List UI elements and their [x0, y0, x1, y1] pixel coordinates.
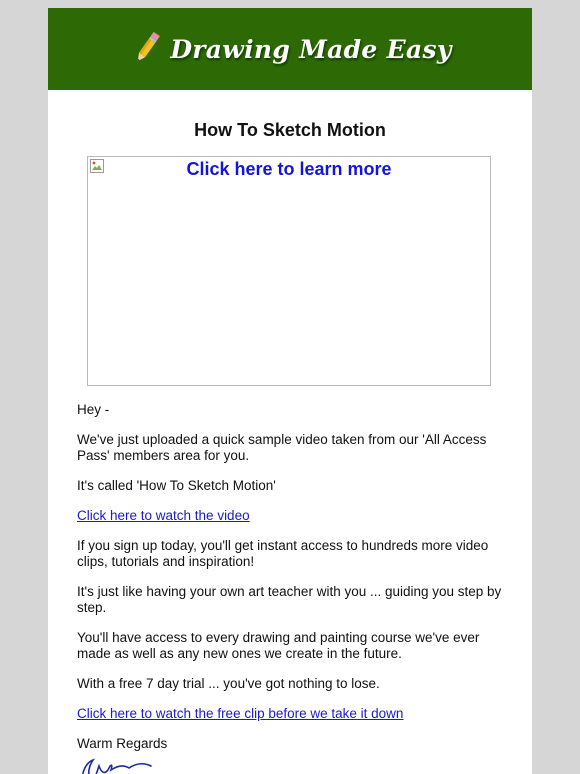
- email-body: [77, 402, 507, 766]
- paragraph-trial: With a free 7 day trial ... you've got nothing to lose.: [77, 676, 380, 691]
- pencil-icon: [128, 29, 166, 67]
- email-container: [48, 8, 532, 774]
- watch-free-clip-link[interactable]: Click here to watch the free clip before we take it down: [77, 706, 404, 721]
- signature-image: [77, 754, 167, 774]
- header-banner: [48, 8, 532, 90]
- brand-text: Drawing Made Easy: [170, 34, 452, 64]
- hero-image-placeholder[interactable]: [87, 156, 491, 386]
- paragraph-access: You'll have access to every drawing and painting course we've ever made as well as any new ones we create in the future.: [77, 630, 480, 661]
- page-title: How To Sketch Motion: [194, 120, 386, 140]
- paragraph-title: It's called 'How To Sketch Motion': [77, 478, 276, 493]
- learn-more-link[interactable]: Click here to learn more: [186, 159, 392, 179]
- brand-logo[interactable]: [128, 31, 451, 67]
- paragraph-teacher: It's just like having your own art teacher with you ... guiding you step by step.: [77, 584, 502, 615]
- signoff-text: Warm Regards: [77, 736, 168, 751]
- paragraph-signup: If you sign up today, you'll get instant access to hundreds more video clips, tutorials and inspiration!: [77, 538, 489, 569]
- paragraph-upload: We've just uploaded a quick sample video taken from our 'All Access Pass' members area for you.: [77, 432, 487, 463]
- greeting-text: Hey -: [77, 402, 110, 417]
- watch-video-link[interactable]: Click here to watch the video: [77, 508, 250, 523]
